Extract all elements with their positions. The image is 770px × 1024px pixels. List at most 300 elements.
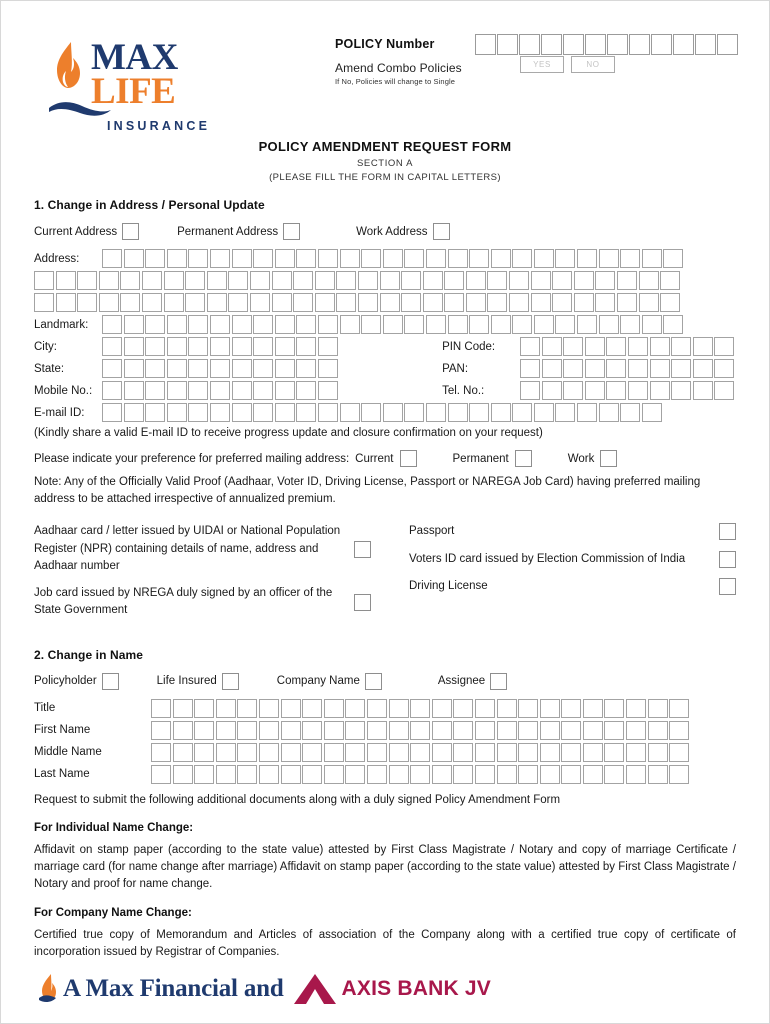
input-cell[interactable]	[520, 359, 540, 378]
input-cell[interactable]	[509, 293, 529, 312]
input-cell[interactable]	[626, 721, 646, 740]
address-input-3[interactable]	[34, 293, 682, 312]
input-cell[interactable]	[410, 765, 430, 784]
input-cell[interactable]	[487, 271, 507, 290]
input-cell[interactable]	[34, 271, 54, 290]
input-cell[interactable]	[296, 337, 316, 356]
input-cell[interactable]	[253, 359, 273, 378]
input-cell[interactable]	[173, 721, 193, 740]
input-cell[interactable]	[620, 315, 640, 334]
input-cell[interactable]	[475, 765, 495, 784]
input-cell[interactable]	[628, 337, 648, 356]
input-cell[interactable]	[228, 271, 248, 290]
input-cell[interactable]	[423, 271, 443, 290]
policy-number-cell[interactable]	[585, 34, 606, 55]
input-cell[interactable]	[124, 403, 144, 422]
input-cell[interactable]	[518, 743, 538, 762]
input-cell[interactable]	[660, 293, 680, 312]
input-cell[interactable]	[648, 699, 668, 718]
input-cell[interactable]	[281, 765, 301, 784]
input-cell[interactable]	[509, 271, 529, 290]
input-cell[interactable]	[358, 293, 378, 312]
input-cell[interactable]	[216, 721, 236, 740]
input-cell[interactable]	[432, 743, 452, 762]
input-cell[interactable]	[173, 743, 193, 762]
input-cell[interactable]	[383, 315, 403, 334]
input-cell[interactable]	[275, 315, 295, 334]
input-cell[interactable]	[281, 743, 301, 762]
input-cell[interactable]	[534, 315, 554, 334]
input-cell[interactable]	[302, 699, 322, 718]
input-cell[interactable]	[302, 743, 322, 762]
input-cell[interactable]	[185, 293, 205, 312]
email-input[interactable]	[102, 403, 663, 422]
input-cell[interactable]	[56, 293, 76, 312]
input-cell[interactable]	[232, 359, 252, 378]
input-cell[interactable]	[475, 721, 495, 740]
input-cell[interactable]	[693, 359, 713, 378]
input-cell[interactable]	[599, 403, 619, 422]
input-cell[interactable]	[275, 381, 295, 400]
input-cell[interactable]	[167, 315, 187, 334]
input-cell[interactable]	[671, 337, 691, 356]
input-cell[interactable]	[714, 359, 734, 378]
input-cell[interactable]	[401, 293, 421, 312]
landmark-input[interactable]	[102, 315, 685, 334]
input-cell[interactable]	[380, 271, 400, 290]
input-cell[interactable]	[275, 337, 295, 356]
input-cell[interactable]	[124, 249, 144, 268]
input-cell[interactable]	[561, 699, 581, 718]
input-cell[interactable]	[606, 337, 626, 356]
input-cell[interactable]	[340, 403, 360, 422]
input-cell[interactable]	[253, 315, 273, 334]
input-cell[interactable]	[77, 271, 97, 290]
input-cell[interactable]	[188, 381, 208, 400]
input-cell[interactable]	[453, 721, 473, 740]
input-cell[interactable]	[410, 721, 430, 740]
policy-number-cell[interactable]	[629, 34, 650, 55]
policy-number-cell[interactable]	[717, 34, 738, 55]
input-cell[interactable]	[232, 403, 252, 422]
input-cell[interactable]	[367, 721, 387, 740]
input-cell[interactable]	[563, 337, 583, 356]
life-insured-checkbox[interactable]	[222, 673, 239, 690]
input-cell[interactable]	[281, 721, 301, 740]
input-cell[interactable]	[552, 271, 572, 290]
input-cell[interactable]	[583, 765, 603, 784]
input-cell[interactable]	[577, 249, 597, 268]
input-cell[interactable]	[671, 381, 691, 400]
input-cell[interactable]	[232, 249, 252, 268]
input-cell[interactable]	[561, 765, 581, 784]
input-cell[interactable]	[639, 271, 659, 290]
input-cell[interactable]	[669, 699, 689, 718]
aadhaar-proof-checkbox[interactable]	[354, 541, 371, 558]
input-cell[interactable]	[56, 271, 76, 290]
input-cell[interactable]	[124, 337, 144, 356]
input-cell[interactable]	[232, 381, 252, 400]
input-cell[interactable]	[432, 765, 452, 784]
input-cell[interactable]	[250, 293, 270, 312]
input-cell[interactable]	[145, 381, 165, 400]
input-cell[interactable]	[648, 743, 668, 762]
pref-permanent-checkbox[interactable]	[515, 450, 532, 467]
input-cell[interactable]	[296, 249, 316, 268]
input-cell[interactable]	[620, 403, 640, 422]
input-cell[interactable]	[404, 315, 424, 334]
input-cell[interactable]	[167, 337, 187, 356]
input-cell[interactable]	[693, 381, 713, 400]
input-cell[interactable]	[512, 403, 532, 422]
input-cell[interactable]	[102, 403, 122, 422]
input-cell[interactable]	[540, 765, 560, 784]
input-cell[interactable]	[167, 403, 187, 422]
input-cell[interactable]	[167, 381, 187, 400]
input-cell[interactable]	[404, 249, 424, 268]
input-cell[interactable]	[216, 699, 236, 718]
input-cell[interactable]	[302, 721, 322, 740]
address-input-2[interactable]	[34, 271, 682, 290]
input-cell[interactable]	[628, 359, 648, 378]
input-cell[interactable]	[404, 403, 424, 422]
input-cell[interactable]	[583, 699, 603, 718]
company-name-checkbox[interactable]	[365, 673, 382, 690]
input-cell[interactable]	[531, 293, 551, 312]
input-cell[interactable]	[102, 381, 122, 400]
input-cell[interactable]	[531, 271, 551, 290]
amend-combo-yes-box[interactable]: YES	[520, 56, 564, 73]
input-cell[interactable]	[315, 293, 335, 312]
input-cell[interactable]	[620, 249, 640, 268]
input-cell[interactable]	[361, 403, 381, 422]
input-cell[interactable]	[626, 743, 646, 762]
input-cell[interactable]	[207, 293, 227, 312]
input-cell[interactable]	[151, 699, 171, 718]
input-cell[interactable]	[487, 293, 507, 312]
input-cell[interactable]	[604, 699, 624, 718]
input-cell[interactable]	[520, 381, 540, 400]
policy-number-cell[interactable]	[475, 34, 496, 55]
current-address-checkbox[interactable]	[122, 223, 139, 240]
driving-license-proof-checkbox[interactable]	[719, 578, 736, 595]
input-cell[interactable]	[272, 293, 292, 312]
input-cell[interactable]	[167, 249, 187, 268]
input-cell[interactable]	[389, 765, 409, 784]
input-cell[interactable]	[469, 315, 489, 334]
input-cell[interactable]	[542, 381, 562, 400]
policy-number-cell[interactable]	[673, 34, 694, 55]
input-cell[interactable]	[188, 403, 208, 422]
input-cell[interactable]	[253, 381, 273, 400]
input-cell[interactable]	[367, 743, 387, 762]
input-cell[interactable]	[281, 699, 301, 718]
amend-combo-no-box[interactable]: NO	[571, 56, 615, 73]
input-cell[interactable]	[210, 249, 230, 268]
input-cell[interactable]	[302, 765, 322, 784]
pin-code-input[interactable]	[520, 337, 736, 356]
input-cell[interactable]	[237, 721, 257, 740]
input-cell[interactable]	[626, 699, 646, 718]
tel-input[interactable]	[520, 381, 736, 400]
input-cell[interactable]	[194, 699, 214, 718]
input-cell[interactable]	[194, 743, 214, 762]
input-cell[interactable]	[142, 293, 162, 312]
input-cell[interactable]	[585, 359, 605, 378]
input-cell[interactable]	[124, 315, 144, 334]
middle-name-input[interactable]	[151, 743, 691, 762]
input-cell[interactable]	[145, 249, 165, 268]
pref-current-checkbox[interactable]	[400, 450, 417, 467]
input-cell[interactable]	[34, 293, 54, 312]
input-cell[interactable]	[563, 359, 583, 378]
input-cell[interactable]	[604, 765, 624, 784]
input-cell[interactable]	[315, 271, 335, 290]
input-cell[interactable]	[102, 337, 122, 356]
input-cell[interactable]	[520, 337, 540, 356]
input-cell[interactable]	[491, 403, 511, 422]
first-name-input[interactable]	[151, 721, 691, 740]
input-cell[interactable]	[475, 699, 495, 718]
input-cell[interactable]	[296, 381, 316, 400]
input-cell[interactable]	[534, 249, 554, 268]
input-cell[interactable]	[142, 271, 162, 290]
input-cell[interactable]	[512, 249, 532, 268]
input-cell[interactable]	[540, 699, 560, 718]
input-cell[interactable]	[401, 271, 421, 290]
input-cell[interactable]	[361, 249, 381, 268]
input-cell[interactable]	[324, 743, 344, 762]
policy-number-cell[interactable]	[497, 34, 518, 55]
input-cell[interactable]	[237, 743, 257, 762]
input-cell[interactable]	[606, 381, 626, 400]
assignee-checkbox[interactable]	[490, 673, 507, 690]
permanent-address-checkbox[interactable]	[283, 223, 300, 240]
input-cell[interactable]	[432, 721, 452, 740]
input-cell[interactable]	[188, 315, 208, 334]
input-cell[interactable]	[714, 337, 734, 356]
city-input[interactable]	[102, 337, 340, 356]
input-cell[interactable]	[466, 271, 486, 290]
input-cell[interactable]	[595, 271, 615, 290]
input-cell[interactable]	[389, 721, 409, 740]
nrega-proof-checkbox[interactable]	[354, 594, 371, 611]
input-cell[interactable]	[124, 381, 144, 400]
input-cell[interactable]	[210, 315, 230, 334]
input-cell[interactable]	[296, 403, 316, 422]
input-cell[interactable]	[617, 271, 637, 290]
input-cell[interactable]	[497, 743, 517, 762]
input-cell[interactable]	[210, 359, 230, 378]
input-cell[interactable]	[693, 337, 713, 356]
input-cell[interactable]	[453, 743, 473, 762]
input-cell[interactable]	[542, 337, 562, 356]
input-cell[interactable]	[555, 403, 575, 422]
input-cell[interactable]	[552, 293, 572, 312]
input-cell[interactable]	[345, 743, 365, 762]
input-cell[interactable]	[210, 337, 230, 356]
input-cell[interactable]	[318, 403, 338, 422]
input-cell[interactable]	[296, 315, 316, 334]
input-cell[interactable]	[188, 337, 208, 356]
input-cell[interactable]	[340, 249, 360, 268]
pan-input[interactable]	[520, 359, 736, 378]
input-cell[interactable]	[444, 293, 464, 312]
input-cell[interactable]	[491, 249, 511, 268]
input-cell[interactable]	[120, 271, 140, 290]
input-cell[interactable]	[102, 315, 122, 334]
state-input[interactable]	[102, 359, 340, 378]
pref-work-checkbox[interactable]	[600, 450, 617, 467]
input-cell[interactable]	[534, 403, 554, 422]
input-cell[interactable]	[275, 359, 295, 378]
input-cell[interactable]	[99, 271, 119, 290]
policy-number-cell[interactable]	[563, 34, 584, 55]
input-cell[interactable]	[120, 293, 140, 312]
input-cell[interactable]	[574, 293, 594, 312]
input-cell[interactable]	[540, 721, 560, 740]
input-cell[interactable]	[345, 721, 365, 740]
input-cell[interactable]	[555, 249, 575, 268]
input-cell[interactable]	[102, 249, 122, 268]
input-cell[interactable]	[453, 765, 473, 784]
input-cell[interactable]	[259, 765, 279, 784]
policy-number-cell[interactable]	[695, 34, 716, 55]
input-cell[interactable]	[228, 293, 248, 312]
input-cell[interactable]	[216, 743, 236, 762]
input-cell[interactable]	[585, 337, 605, 356]
input-cell[interactable]	[358, 271, 378, 290]
input-cell[interactable]	[383, 403, 403, 422]
policyholder-checkbox[interactable]	[102, 673, 119, 690]
input-cell[interactable]	[389, 743, 409, 762]
input-cell[interactable]	[275, 249, 295, 268]
input-cell[interactable]	[151, 765, 171, 784]
input-cell[interactable]	[497, 765, 517, 784]
input-cell[interactable]	[650, 359, 670, 378]
input-cell[interactable]	[145, 403, 165, 422]
input-cell[interactable]	[423, 293, 443, 312]
input-cell[interactable]	[648, 721, 668, 740]
input-cell[interactable]	[561, 721, 581, 740]
input-cell[interactable]	[253, 403, 273, 422]
input-cell[interactable]	[124, 359, 144, 378]
input-cell[interactable]	[410, 743, 430, 762]
input-cell[interactable]	[444, 271, 464, 290]
input-cell[interactable]	[367, 699, 387, 718]
input-cell[interactable]	[367, 765, 387, 784]
input-cell[interactable]	[318, 359, 338, 378]
policy-number-cell[interactable]	[519, 34, 540, 55]
input-cell[interactable]	[599, 249, 619, 268]
input-cell[interactable]	[585, 381, 605, 400]
policy-number-cell[interactable]	[607, 34, 628, 55]
input-cell[interactable]	[642, 249, 662, 268]
input-cell[interactable]	[426, 403, 446, 422]
input-cell[interactable]	[293, 293, 313, 312]
input-cell[interactable]	[540, 743, 560, 762]
input-cell[interactable]	[595, 293, 615, 312]
input-cell[interactable]	[188, 249, 208, 268]
voter-id-proof-checkbox[interactable]	[719, 551, 736, 568]
input-cell[interactable]	[237, 765, 257, 784]
input-cell[interactable]	[237, 699, 257, 718]
input-cell[interactable]	[194, 721, 214, 740]
input-cell[interactable]	[345, 699, 365, 718]
input-cell[interactable]	[275, 403, 295, 422]
input-cell[interactable]	[583, 721, 603, 740]
input-cell[interactable]	[164, 271, 184, 290]
input-cell[interactable]	[188, 359, 208, 378]
input-cell[interactable]	[151, 721, 171, 740]
input-cell[interactable]	[318, 381, 338, 400]
policy-number-cell[interactable]	[651, 34, 672, 55]
input-cell[interactable]	[660, 271, 680, 290]
input-cell[interactable]	[207, 271, 227, 290]
input-cell[interactable]	[185, 271, 205, 290]
input-cell[interactable]	[626, 765, 646, 784]
input-cell[interactable]	[642, 403, 662, 422]
input-cell[interactable]	[102, 359, 122, 378]
input-cell[interactable]	[293, 271, 313, 290]
input-cell[interactable]	[99, 293, 119, 312]
input-cell[interactable]	[389, 699, 409, 718]
input-cell[interactable]	[383, 249, 403, 268]
input-cell[interactable]	[555, 315, 575, 334]
input-cell[interactable]	[669, 743, 689, 762]
input-cell[interactable]	[164, 293, 184, 312]
input-cell[interactable]	[663, 315, 683, 334]
input-cell[interactable]	[173, 765, 193, 784]
work-address-checkbox[interactable]	[433, 223, 450, 240]
input-cell[interactable]	[324, 765, 344, 784]
input-cell[interactable]	[318, 249, 338, 268]
input-cell[interactable]	[145, 359, 165, 378]
input-cell[interactable]	[669, 721, 689, 740]
last-name-input[interactable]	[151, 765, 691, 784]
input-cell[interactable]	[253, 337, 273, 356]
input-cell[interactable]	[563, 381, 583, 400]
input-cell[interactable]	[669, 765, 689, 784]
input-cell[interactable]	[145, 337, 165, 356]
input-cell[interactable]	[642, 315, 662, 334]
input-cell[interactable]	[453, 699, 473, 718]
input-cell[interactable]	[318, 337, 338, 356]
input-cell[interactable]	[469, 249, 489, 268]
input-cell[interactable]	[648, 765, 668, 784]
input-cell[interactable]	[475, 743, 495, 762]
input-cell[interactable]	[250, 271, 270, 290]
input-cell[interactable]	[561, 743, 581, 762]
input-cell[interactable]	[296, 359, 316, 378]
input-cell[interactable]	[577, 315, 597, 334]
input-cell[interactable]	[604, 743, 624, 762]
input-cell[interactable]	[606, 359, 626, 378]
input-cell[interactable]	[448, 403, 468, 422]
input-cell[interactable]	[336, 293, 356, 312]
input-cell[interactable]	[167, 359, 187, 378]
input-cell[interactable]	[259, 721, 279, 740]
input-cell[interactable]	[216, 765, 236, 784]
title-input[interactable]	[151, 699, 691, 718]
input-cell[interactable]	[491, 315, 511, 334]
input-cell[interactable]	[617, 293, 637, 312]
input-cell[interactable]	[426, 315, 446, 334]
input-cell[interactable]	[77, 293, 97, 312]
input-cell[interactable]	[448, 315, 468, 334]
input-cell[interactable]	[542, 359, 562, 378]
input-cell[interactable]	[259, 743, 279, 762]
